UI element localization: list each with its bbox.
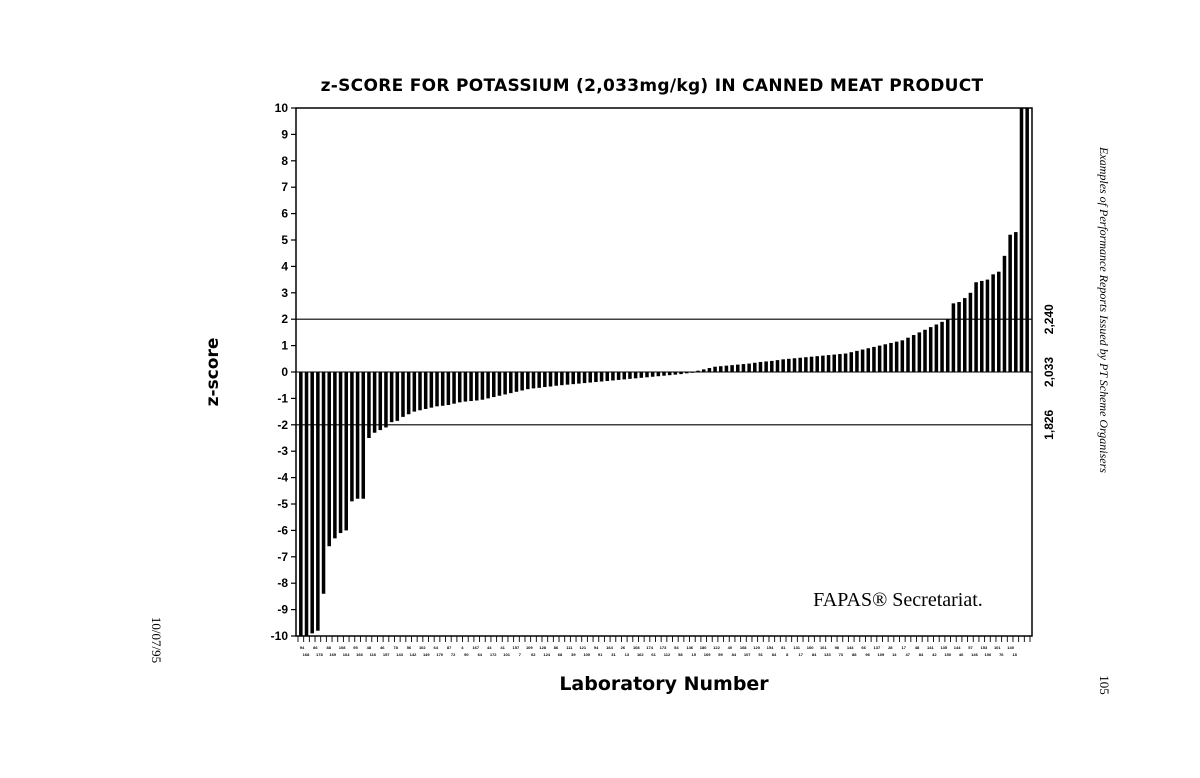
bar (458, 372, 462, 402)
x-tick-label: 167 (472, 645, 480, 650)
y-tick-label: 4 (281, 259, 288, 274)
x-tick-label: 109 (877, 652, 885, 657)
y-tick-label: -10 (270, 629, 288, 643)
bar (339, 372, 343, 533)
bar (526, 372, 530, 389)
x-tick-label: 150 (944, 652, 952, 657)
bar (384, 372, 388, 427)
bar (486, 372, 490, 398)
bar (424, 372, 428, 409)
bar (787, 359, 791, 372)
bar (827, 355, 831, 372)
bar (344, 372, 348, 530)
watermark: FAPAS® Secretariat. (813, 589, 983, 611)
y-tick-label: -5 (277, 497, 288, 511)
bar (322, 372, 326, 594)
bar (628, 372, 632, 379)
x-tick-label: 59 (718, 652, 723, 657)
bar (952, 303, 956, 372)
x-tick-label: 81 (781, 645, 786, 650)
y-tick-label: 9 (281, 127, 288, 142)
x-tick-label: 169 (703, 652, 711, 657)
bar (520, 372, 524, 390)
bar (327, 372, 331, 546)
x-axis-label: Laboratory Number (559, 673, 769, 695)
bar (906, 338, 910, 372)
bar (776, 360, 780, 372)
bar (918, 332, 922, 372)
bar (571, 372, 575, 384)
x-tick-label: 57 (968, 645, 973, 650)
y-tick-label: -9 (277, 602, 288, 617)
x-tick-label: 13 (624, 652, 630, 657)
y-tick-label: 3 (281, 285, 288, 300)
x-tick-label: 88 (851, 652, 857, 657)
bar (532, 372, 536, 388)
bar (549, 372, 553, 387)
bar (464, 372, 468, 402)
bar (815, 356, 819, 372)
x-tick-label: 86 (313, 645, 318, 650)
bar (855, 351, 859, 372)
bar (719, 366, 723, 372)
bar (935, 324, 939, 372)
x-tick-label: 98 (834, 645, 840, 650)
bar (554, 372, 558, 386)
x-tick-label: 91 (597, 652, 603, 657)
bar (923, 330, 927, 372)
x-tick-label: 135 (940, 645, 948, 650)
bar (884, 344, 888, 372)
bar (980, 281, 984, 372)
bar (872, 347, 876, 372)
bar (736, 365, 740, 372)
x-tick-label: 26 (620, 645, 626, 650)
bar (747, 364, 751, 372)
x-tick-label: 96 (865, 652, 870, 657)
bar (957, 302, 961, 372)
x-tick-label: 131 (793, 645, 801, 650)
x-tick-label: 84 (771, 652, 777, 657)
bar (1020, 108, 1024, 372)
x-tick-label: 86 (553, 645, 559, 650)
bar (991, 274, 995, 372)
x-tick-label: 146 (971, 652, 978, 657)
x-tick-label: 102 (418, 645, 426, 650)
bar (492, 372, 496, 397)
bar (1003, 256, 1007, 372)
x-tick-label: 161 (820, 645, 827, 650)
bar (838, 354, 842, 372)
x-tick-label: 78 (393, 645, 398, 650)
x-tick-label: 44 (486, 645, 492, 650)
x-tick-label: 108 (338, 645, 346, 650)
bar (401, 372, 405, 417)
bar (798, 358, 802, 372)
x-tick-label: 180 (699, 645, 707, 650)
bar (861, 350, 865, 372)
x-tick-label: 107 (743, 652, 751, 657)
x-tick-label: 124 (543, 652, 551, 657)
bar (850, 352, 854, 372)
x-tick-label: 141 (927, 645, 934, 650)
x-tick-label: 56 (406, 645, 412, 650)
bar (600, 372, 604, 382)
x-tick-label: 14 (892, 652, 897, 657)
bar (730, 365, 734, 372)
bar (929, 327, 933, 372)
x-tick-label: 68 (557, 652, 563, 657)
bar (617, 372, 621, 380)
bar (435, 372, 439, 406)
bar (566, 372, 570, 385)
bar (305, 372, 309, 636)
bar (662, 372, 666, 376)
bar (878, 346, 882, 372)
y-tick-label: -4 (277, 470, 288, 485)
x-tick-label: 51 (758, 652, 763, 657)
x-tick-label: 137 (873, 645, 881, 650)
bar (560, 372, 564, 385)
x-tick-label: 7 (518, 652, 522, 657)
bar (413, 372, 417, 412)
bar (452, 372, 456, 404)
y-tick-label: 2 (281, 312, 288, 327)
x-tick-label: 66 (861, 645, 866, 650)
x-tick-label: 87 (446, 645, 452, 650)
bar (583, 372, 587, 383)
bar (367, 372, 371, 438)
bar (379, 372, 383, 430)
x-tick-label: 140 (1007, 645, 1014, 650)
bar (657, 372, 661, 376)
bar (373, 372, 377, 433)
bar (1014, 232, 1018, 372)
x-tick-label: 72 (450, 652, 456, 657)
x-tick-label: 88 (326, 645, 331, 650)
x-tick-label: 164 (606, 645, 613, 650)
y-tick-label: -8 (277, 576, 288, 591)
x-tick-label: 28 (888, 645, 893, 650)
x-tick-label: 95 (353, 645, 358, 650)
bar (912, 335, 916, 372)
bar (390, 372, 394, 422)
bar (515, 372, 519, 392)
bar (974, 282, 978, 372)
bar (469, 372, 473, 401)
bar (356, 372, 360, 499)
bar (543, 372, 547, 387)
bar (963, 298, 967, 372)
bar (645, 372, 649, 377)
x-tick-label: 48 (914, 645, 920, 650)
right-axis-label: 2,033 (1042, 356, 1056, 388)
x-tick-label: 169 (329, 652, 337, 657)
x-tick-label: 144 (846, 645, 854, 650)
x-tick-label: 90 (464, 652, 469, 657)
x-tick-label: 46 (958, 652, 964, 657)
x-tick-label: 170 (436, 652, 444, 657)
x-tick-label: 178 (316, 652, 323, 657)
chart-title: z-SCORE FOR POTASSIUM (2,033mg/kg) IN CANNED MEAT PRODUCT (320, 76, 984, 96)
y-tick-label: -1 (277, 391, 288, 406)
x-tick-label: 94 (299, 645, 305, 650)
x-tick-label: 168 (302, 652, 310, 657)
x-tick-label: 149 (422, 652, 430, 657)
x-tick-label: 142 (409, 652, 417, 657)
x-tick-label: 84 (731, 652, 737, 657)
bar (611, 372, 615, 380)
bar (764, 361, 768, 372)
x-tick-label: 64 (433, 645, 438, 650)
x-tick-label: 122 (713, 645, 720, 650)
x-tick-label: 94 (593, 645, 599, 650)
bar (997, 272, 1001, 372)
bar (708, 368, 712, 372)
bar (503, 372, 507, 394)
bar (940, 322, 944, 372)
x-axis (298, 636, 1030, 657)
bar (759, 362, 763, 372)
bars (296, 108, 1032, 636)
bar (299, 372, 303, 636)
x-tick-label: 172 (489, 652, 497, 657)
x-tick-label: 133 (824, 652, 831, 657)
x-tick-label: 62 (531, 652, 536, 657)
y-tick-label: -6 (277, 523, 288, 538)
bar (1025, 108, 1029, 372)
bar (821, 356, 825, 372)
bar (969, 293, 973, 372)
x-tick-label: 64 (477, 652, 483, 657)
page-number: 105 (1097, 675, 1112, 695)
bar (1008, 235, 1012, 372)
bar (634, 372, 638, 378)
bar (350, 372, 354, 501)
bar (804, 357, 808, 372)
x-tick-label: 144 (953, 645, 961, 650)
x-tick-label: 41 (500, 645, 505, 650)
x-tick-label: 18 (1012, 652, 1017, 657)
x-tick-label: 157 (512, 645, 520, 650)
bar (316, 372, 320, 631)
bar (946, 319, 950, 372)
x-tick-label: 84 (918, 652, 924, 657)
bar (623, 372, 627, 379)
x-tick-label: 40 (727, 645, 733, 650)
x-tick-label: 108 (632, 645, 640, 650)
x-tick-label: 73 (838, 652, 844, 657)
x-tick-label: 112 (663, 652, 671, 657)
bar (901, 340, 905, 372)
y-tick-label: 6 (281, 206, 288, 221)
x-tick-label: 120 (753, 645, 760, 650)
y-tick-label: -7 (277, 549, 288, 564)
x-tick-label: 84 (811, 652, 817, 657)
x-tick-label: 173 (659, 645, 667, 650)
bar (606, 372, 610, 381)
bar (333, 372, 337, 538)
date-stamp: 10/07/95 (149, 616, 164, 664)
bar (810, 357, 814, 372)
x-tick-label: 166 (356, 652, 363, 657)
bar (640, 372, 644, 378)
x-tick-label: 39 (571, 652, 576, 657)
y-tick-label: 10 (274, 101, 288, 115)
y-tick-label: 7 (281, 180, 288, 195)
bar (441, 372, 445, 406)
bar (725, 366, 729, 372)
bar (753, 363, 757, 372)
x-tick-label: 76 (999, 652, 1004, 657)
x-tick-label: 106 (984, 652, 992, 657)
bar (447, 372, 451, 405)
bar (588, 372, 592, 383)
x-tick-label: 143 (396, 652, 403, 657)
bar (895, 342, 899, 372)
x-tick-label: 58 (678, 652, 683, 657)
y-tick-label: 0 (281, 365, 288, 379)
x-tick-label: 17 (798, 652, 803, 657)
y-tick-label: -3 (277, 444, 288, 459)
x-tick-label: 4 (461, 645, 464, 650)
bar (713, 367, 717, 372)
x-tick-label: 8 (786, 652, 789, 657)
x-tick-label: 100 (583, 652, 591, 657)
bar (844, 354, 848, 372)
bar (396, 372, 400, 421)
y-tick-label: 8 (281, 153, 288, 168)
bar (577, 372, 581, 384)
x-tick-label: 15 (691, 652, 696, 657)
x-tick-label: 146 (686, 645, 694, 650)
x-tick-label: 101 (993, 645, 1001, 650)
x-tick-label: 164 (342, 652, 350, 657)
x-tick-label: 153 (980, 645, 988, 650)
bar (407, 372, 411, 414)
x-tick-label: 42 (932, 652, 937, 657)
bar (889, 343, 893, 372)
x-tick-label: 31 (611, 652, 616, 657)
bar (651, 372, 655, 377)
x-tick-label: 116 (369, 652, 377, 657)
bar (770, 361, 774, 372)
bar (781, 359, 785, 372)
x-tick-label: 157 (382, 652, 390, 657)
x-tick-label: 160 (806, 645, 814, 650)
bar (537, 372, 541, 388)
x-tick-label: 61 (651, 652, 656, 657)
x-tick-label: 109 (525, 645, 533, 650)
y-tick-label: 1 (281, 338, 288, 353)
bar (418, 372, 422, 410)
bar (362, 372, 366, 499)
bar (832, 355, 836, 372)
x-tick-label: 101 (503, 652, 510, 657)
right-axis-label: 2,240 (1042, 304, 1056, 335)
right-axis-labels (1042, 304, 1056, 440)
x-tick-label: 128 (539, 645, 547, 650)
x-tick-label: 121 (579, 645, 587, 650)
y-axis-label: z-score (203, 337, 223, 407)
x-tick-label: 174 (646, 645, 653, 650)
side-text: Examples of Performance Reports Issued by PT Scheme Organisers (1097, 147, 1111, 473)
right-axis-label: 1,826 (1042, 409, 1056, 440)
x-tick-label: 162 (636, 652, 644, 657)
x-tick-label: 48 (366, 645, 372, 650)
bar (430, 372, 434, 408)
x-tick-label: 54 (674, 645, 679, 650)
y-tick-label: -2 (277, 417, 288, 432)
bar (498, 372, 502, 396)
bar (594, 372, 598, 382)
bar (509, 372, 513, 393)
bar (742, 364, 746, 372)
x-tick-label: 168 (739, 645, 747, 650)
x-tick-label: 154 (766, 645, 774, 650)
x-tick-label: 111 (566, 645, 573, 650)
bar (475, 372, 479, 401)
bar (793, 358, 797, 372)
x-tick-label: 47 (905, 652, 910, 657)
y-tick-label: 5 (281, 233, 288, 247)
bar (986, 280, 990, 372)
bar (481, 372, 485, 400)
x-tick-label: 17 (901, 645, 906, 650)
bar (310, 372, 314, 633)
bar (867, 348, 871, 372)
x-tick-label: 46 (379, 645, 385, 650)
y-axis (271, 101, 296, 643)
